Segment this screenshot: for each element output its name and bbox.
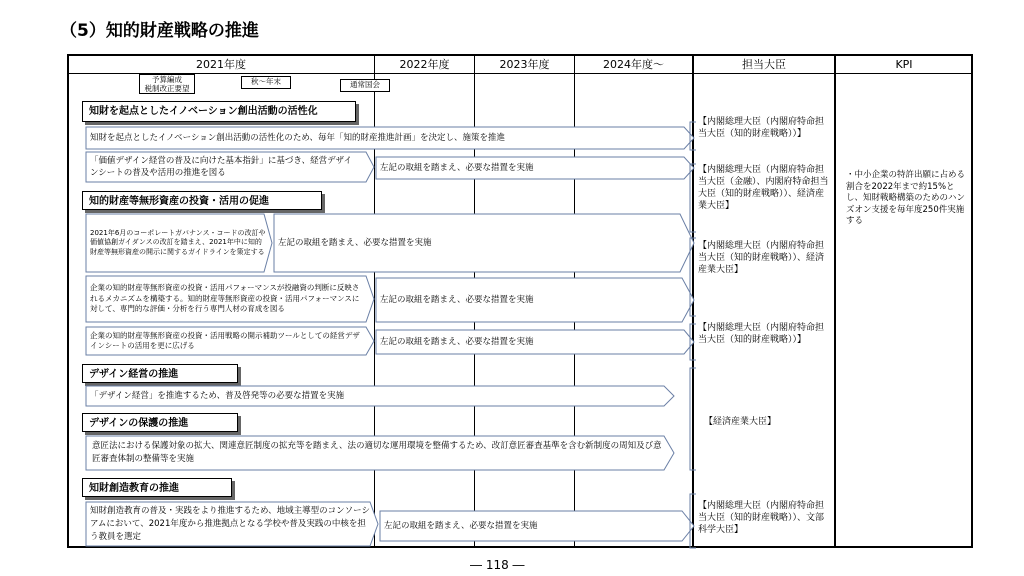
header-2021: 2021年度 (196, 58, 246, 71)
col-divider (834, 56, 836, 547)
row-r5b-text: 左記の取組を踏まえ、必要な措置を実施 (380, 336, 534, 347)
section-intangible-assets: 知的財産等無形資産の投資・活用の促進 (82, 191, 322, 210)
section-ip-education: 知財創造教育の推進 (82, 478, 232, 497)
section-design-management: デザイン経営の推進 (82, 364, 238, 383)
minister-brackets (688, 120, 698, 550)
row-r3a-text: 2021年6月のコーポレートガバナンス・コードの改訂や価値協創ガイダンスの改訂を踏まえ、2021年中に知的財産等無形資産の開示に関するガイドラインを策定する (90, 228, 266, 256)
row-r4b-text: 左記の取組を踏まえ、必要な措置を実施 (380, 294, 534, 305)
marker-budget: 予算編成 税制改正要望 (139, 74, 195, 94)
section-design-protection: デザインの保護の推進 (82, 413, 238, 432)
row-r7-text: 意匠法における保護対象の拡大、関連意匠制度の拡充等を踏まえ、法の適切な運用環境を整備するため、改訂意匠審査基準を含む新制度の周知及び意匠審査体制の整備等を実施 (92, 441, 662, 464)
row-r8b-text: 左記の取組を踏まえ、必要な措置を実施 (384, 520, 538, 531)
header-2023: 2023年度 (499, 58, 550, 71)
row-r2b-text: 左記の取組を踏まえ、必要な措置を実施 (380, 162, 534, 173)
row-r5a-text: 企業の知的財産等無形資産の投資・活用戦略の開示補助ツールとしての経営デザインシートの活用を更に広げる (90, 330, 360, 350)
minister-m2: 【内閣総理大臣（内閣府特命担当大臣（金融）、内閣府特命担当大臣（知的財産戦略））、経済産業大臣】 (698, 165, 829, 211)
minister-m5: 【経済産業大臣】 (704, 417, 777, 427)
minister-m1: 【内閣総理大臣（内閣府特命担当大臣（知的財産戦略））】 (698, 117, 825, 139)
page-number: ― 118 ― (470, 558, 525, 572)
minister-m3: 【内閣総理大臣（内閣府特命担当大臣（知的財産戦略））、経済産業大臣】 (698, 241, 825, 275)
row-r1-text: 知財を起点としたイノベーション創出活動の活性化のため、毎年「知的財産推進計画」を決定し、施策を推進 (90, 132, 505, 143)
header-kpi: KPI (895, 58, 913, 71)
section-innovation: 知財を起点としたイノベーション創出活動の活性化 (82, 101, 356, 122)
kpi-text: ・中小企業の特許出願に占める割合を2022年まで約15%とし、知財戦略構築のためのハンズオン支援を毎年度250件実施する (846, 170, 966, 226)
header-2024: 2024年度～ (603, 58, 664, 71)
minister-m6: 【内閣総理大臣（内閣府特命担当大臣（知的財産戦略））、文部科学大臣】 (698, 501, 825, 535)
page-title: （5）知的財産戦略の推進 (60, 21, 259, 41)
row-r4a-text: 企業の知的財産等無形資産の投資・活用パフォーマンスが投融資の判断に反映されるメカニズムを構築する。知的財産等無形資産の投資・活用パフォーマンスに対して、専門的な評価・分析を行う専門人材の育成を図る (90, 283, 360, 314)
row-r3b-text: 左記の取組を踏まえ、必要な措置を実施 (278, 237, 432, 248)
row-r8a-text: 知財創造教育の普及・実践をより推進するため、地域主導型のコンソーシアムにおいて、2021年度から推進拠点となる学校や普及実践の中核を担う教員を選定 (90, 505, 370, 542)
marker-autumn: 秋～年末 (241, 76, 291, 89)
header-minister: 担当大臣 (742, 58, 786, 71)
row-r2a-text: 「価値デザイン経営の普及に向けた基本指針」に基づき、経営デザインシートの普及や活用の推進を図る (90, 156, 352, 178)
row-r6-text: 「デザイン経営」を推進するため、普及啓発等の必要な措置を実施 (90, 390, 345, 401)
marker-diet: 通常国会 (340, 79, 390, 92)
minister-m4: 【内閣総理大臣（内閣府特命担当大臣（知的財産戦略））】 (698, 323, 825, 345)
header-2022: 2022年度 (399, 58, 450, 71)
